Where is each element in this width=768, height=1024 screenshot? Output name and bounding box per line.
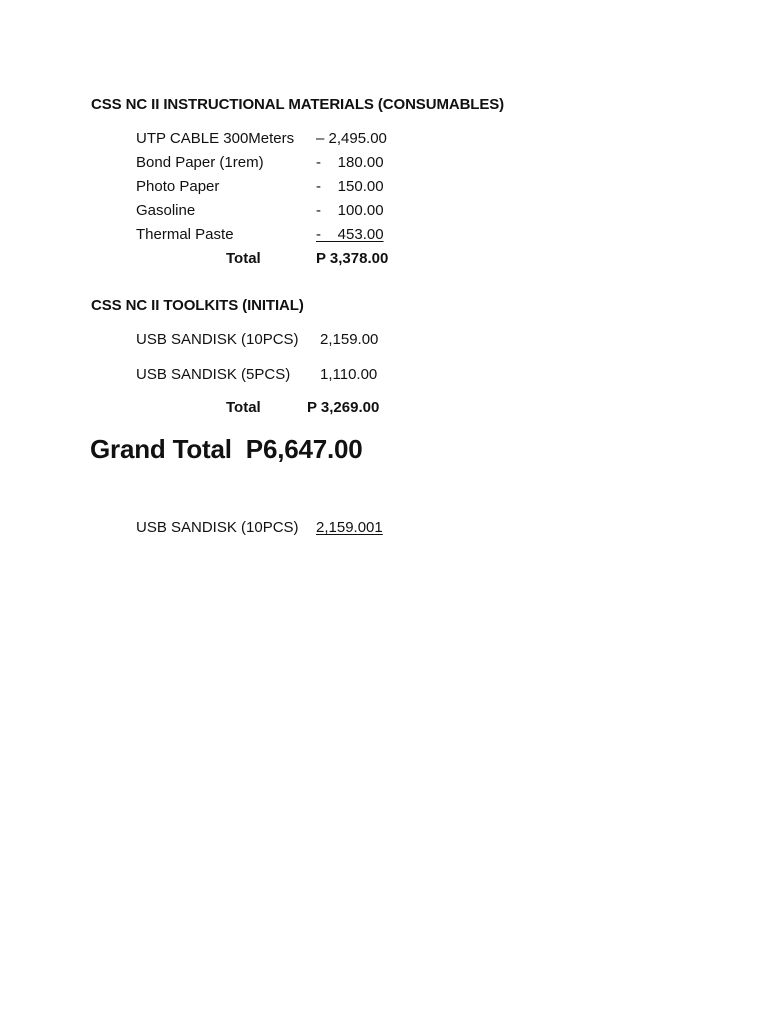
item-name: Bond Paper (1rem) [136,154,264,171]
item-amount: - 453.00 [316,226,384,243]
item-name: Thermal Paste [136,226,234,243]
section-heading-toolkits: CSS NC II TOOLKITS (INITIAL) [91,297,304,314]
total-amount: P 3,378.00 [316,250,389,267]
item-amount: 2,159.001 [316,519,383,536]
total-label: Total [226,250,261,267]
section-heading-consumables: CSS NC II INSTRUCTIONAL MATERIALS (CONSUMABLES) [91,96,505,113]
item-name: USB SANDISK (10PCS) [136,331,299,348]
item-name: Gasoline [136,202,196,219]
item-name: Photo Paper [136,178,220,195]
item-name: USB SANDISK (10PCS) [136,519,299,536]
item-amount: - 150.00 [316,178,384,195]
item-amount: – 2,495.00 [316,130,387,147]
total-amount: P 3,269.00 [307,399,380,416]
item-name: USB SANDISK (5PCS) [136,366,291,383]
item-amount: 1,110.00 [320,366,378,383]
grand-total: Grand Total P6,647.00 [90,434,363,464]
item-amount: 2,159.00 [320,331,379,348]
item-name: UTP CABLE 300Meters [136,130,295,147]
item-amount: - 180.00 [316,154,384,171]
item-amount: - 100.00 [316,202,384,219]
total-label: Total [226,399,261,416]
